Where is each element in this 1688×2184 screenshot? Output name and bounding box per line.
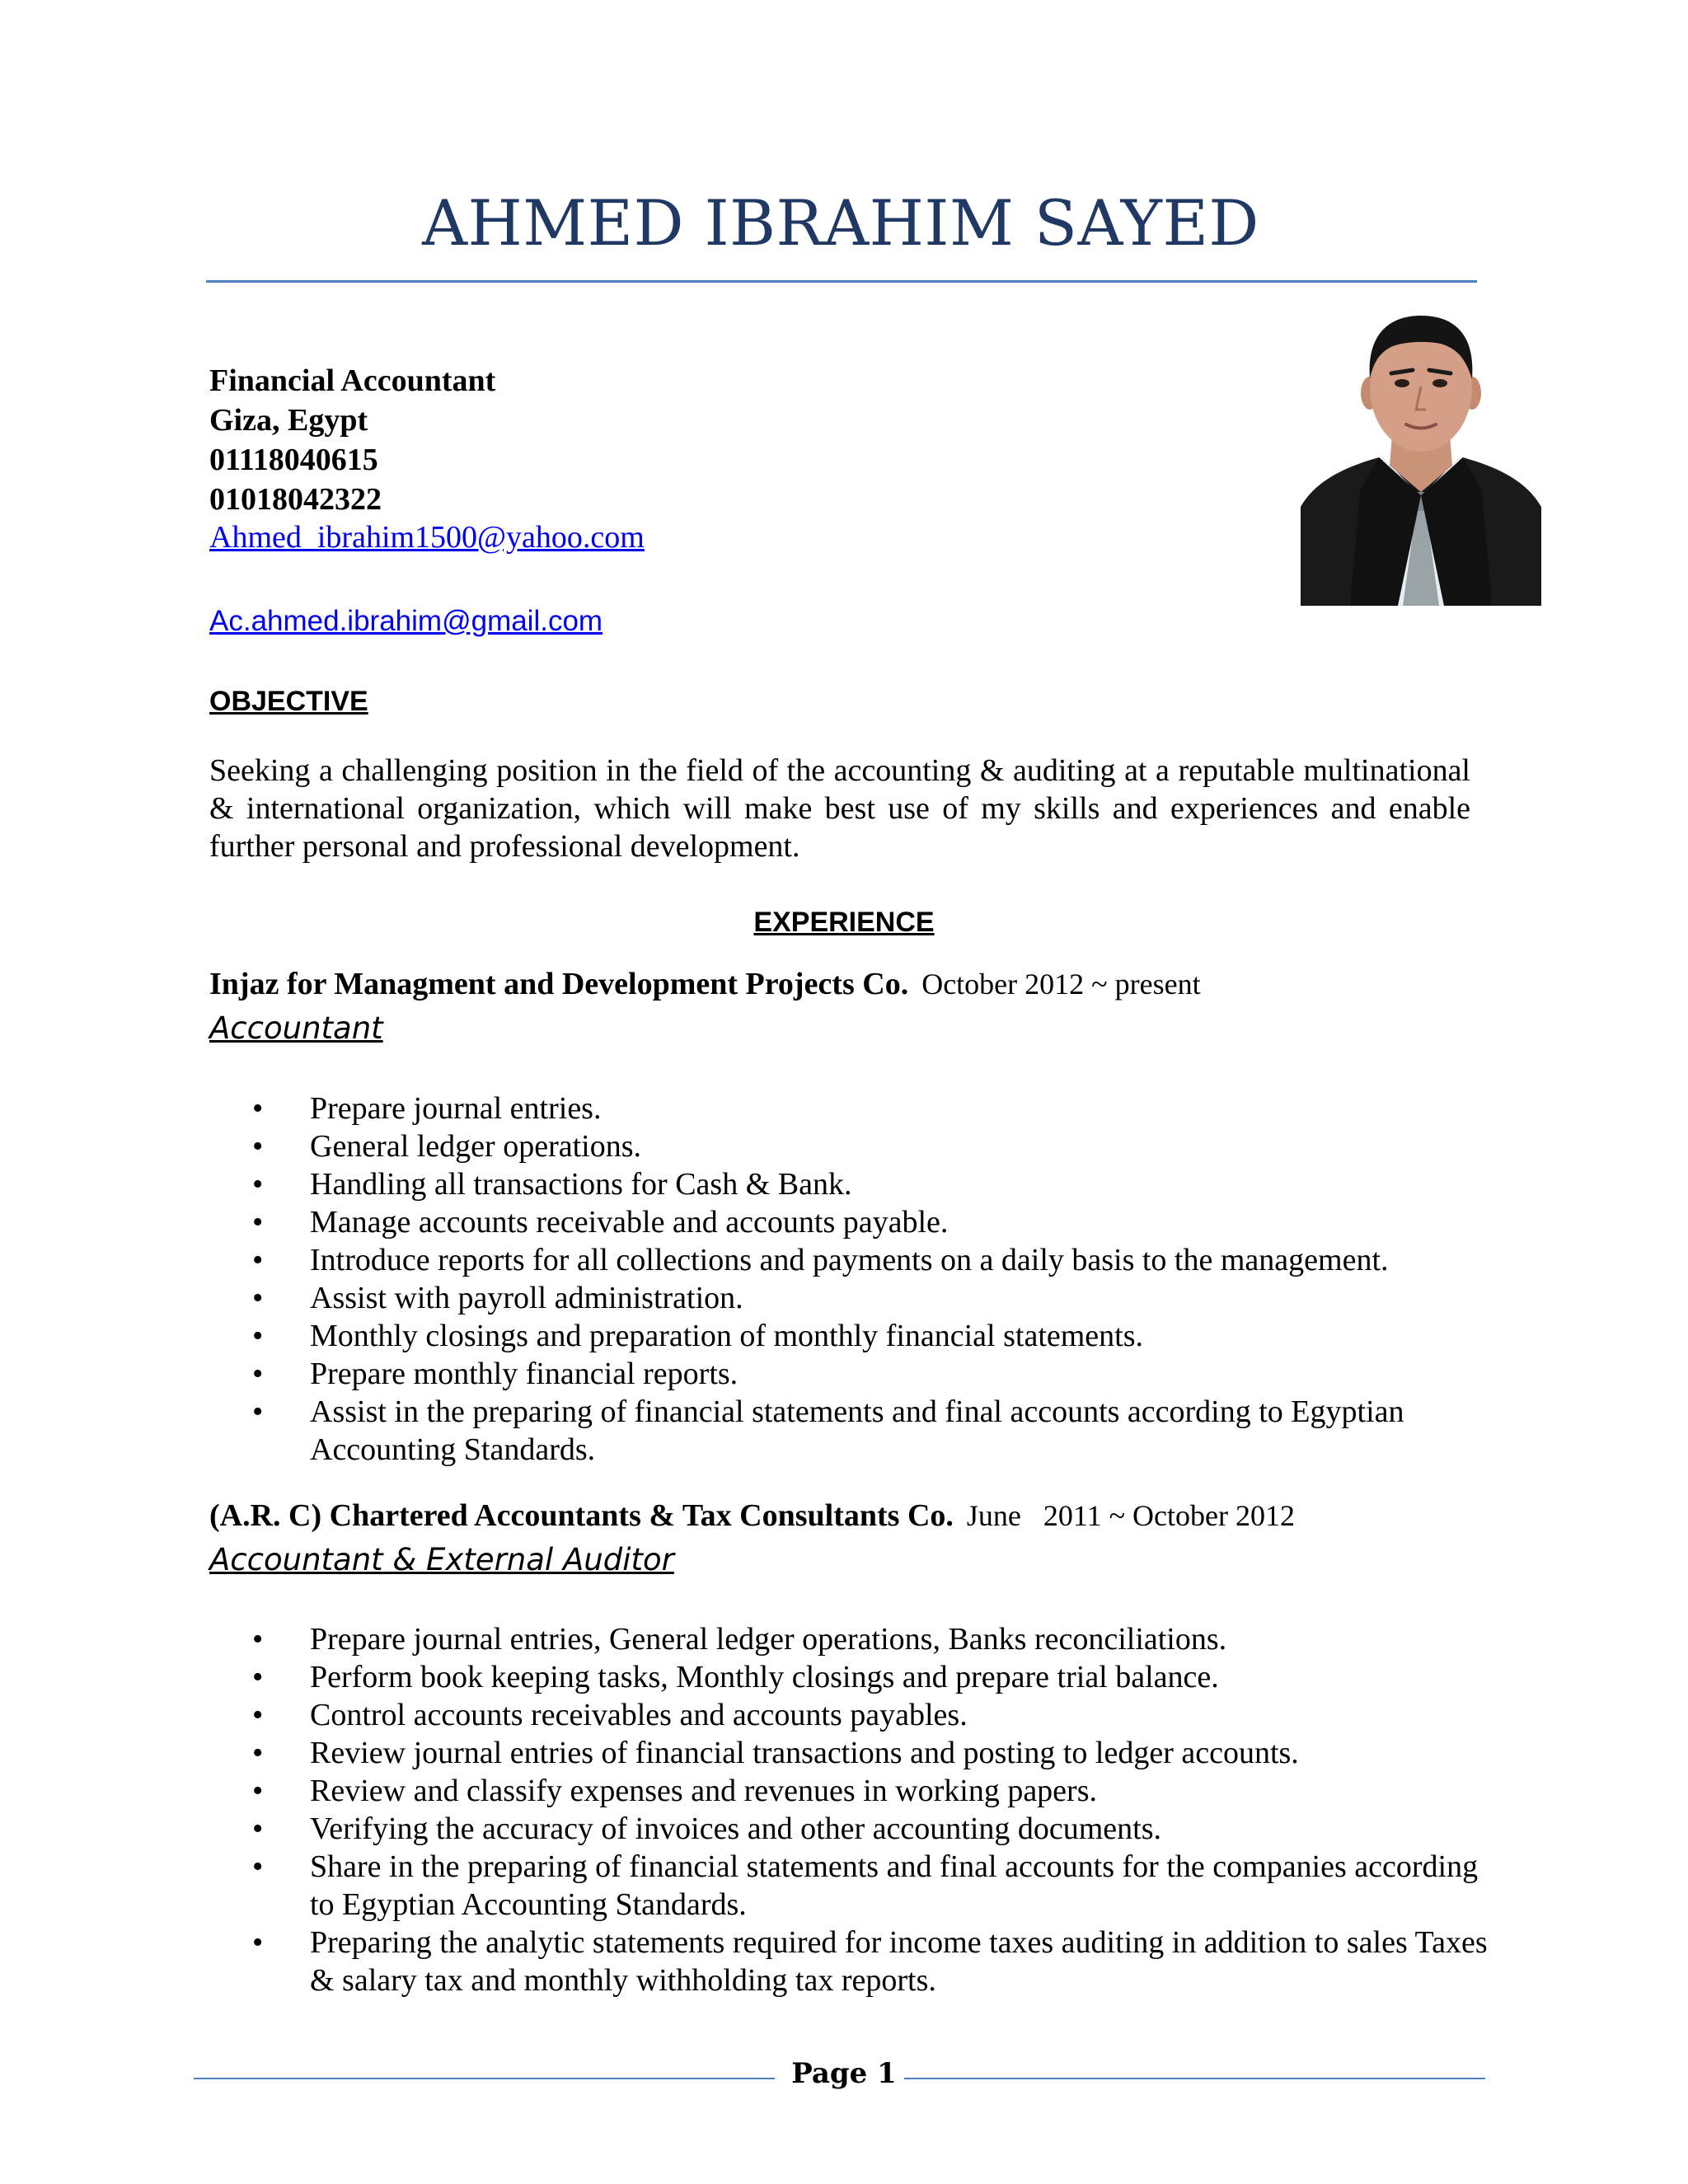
- list-item: [252, 1620, 1489, 1658]
- bullet-glyph: •: [252, 1925, 264, 1960]
- phone-secondary: 01018042322: [209, 482, 382, 517]
- duty-text: Review and classify expenses and revenues in working papers.: [310, 1774, 1097, 1808]
- title-divider: [206, 280, 1477, 283]
- duty-text: Prepare monthly financial reports.: [310, 1357, 738, 1391]
- list-item: [252, 1658, 1489, 1696]
- list-item: [252, 1734, 1489, 1772]
- bullet-glyph: •: [252, 1129, 264, 1164]
- bullet-glyph: •: [252, 1811, 264, 1846]
- list-item: [252, 1696, 1489, 1734]
- job-header: [209, 966, 1201, 1002]
- list-item: [252, 1810, 1489, 1848]
- bullet-glyph: •: [252, 1167, 264, 1202]
- bullet-glyph: •: [252, 1660, 264, 1694]
- duty-text: Assist with payroll administration.: [310, 1281, 743, 1315]
- list-item: [252, 1848, 1489, 1924]
- list-item: [252, 1090, 1489, 1127]
- job-role: Accountant & External Auditor: [209, 1542, 674, 1577]
- duty-text: Prepare journal entries, General ledger operations, Banks reconciliations.: [310, 1622, 1227, 1657]
- list-item: [252, 1241, 1489, 1279]
- list-item: [252, 1279, 1489, 1317]
- bullet-glyph: •: [252, 1394, 264, 1429]
- candidate-name: AHMED IBRAHIM SAYED: [422, 186, 1259, 260]
- phone-primary: 01118040615: [209, 443, 378, 477]
- email-link-yahoo[interactable]: Ahmed_ibrahim1500@yahoo.com: [209, 520, 645, 555]
- job-title: Financial Accountant: [209, 363, 496, 398]
- duty-text: Review journal entries of financial transactions and posting to ledger accounts.: [310, 1736, 1299, 1770]
- bullet-glyph: •: [252, 1091, 264, 1126]
- bullet-glyph: •: [252, 1205, 264, 1240]
- list-item: [252, 1165, 1489, 1203]
- bullet-glyph: •: [252, 1849, 264, 1884]
- duty-text: General ledger operations.: [310, 1129, 641, 1164]
- company-name: Injaz for Managment and Development Projects Co.: [209, 967, 909, 1001]
- list-item: [252, 1393, 1489, 1469]
- duty-text: Share in the preparing of financial statements and final accounts for the companies according to Egyptian Accounting Standards.: [310, 1849, 1479, 1922]
- duty-text: Verifying the accuracy of invoices and other accounting documents.: [310, 1811, 1162, 1846]
- duty-text: Handling all transactions for Cash & Bank.: [310, 1167, 852, 1202]
- job-role: Accountant: [209, 1010, 383, 1046]
- profile-photo: [1301, 301, 1541, 606]
- duties-list: [252, 1620, 1489, 1999]
- bullet-glyph: •: [252, 1357, 264, 1391]
- duty-text: Control accounts receivables and accounts payables.: [310, 1698, 968, 1732]
- list-item: [252, 1317, 1489, 1355]
- bullet-glyph: •: [252, 1774, 264, 1808]
- duty-text: Prepare journal entries.: [310, 1091, 602, 1126]
- bullet-glyph: •: [252, 1622, 264, 1657]
- employment-period: October 2012 ~ present: [921, 968, 1201, 1001]
- employment-period: June 2011 ~ October 2012: [966, 1499, 1295, 1532]
- list-item: [252, 1924, 1489, 1999]
- page-number: Page 1: [791, 2057, 897, 2090]
- bullet-glyph: •: [252, 1281, 264, 1315]
- location: Giza, Egypt: [209, 403, 368, 438]
- duty-text: Monthly closings and preparation of monthly financial statements.: [310, 1319, 1144, 1353]
- duty-text: Introduce reports for all collections and payments on a daily basis to the management.: [310, 1243, 1389, 1277]
- bullet-glyph: •: [252, 1319, 264, 1353]
- experience-heading: EXPERIENCE: [753, 907, 935, 938]
- objective-heading: OBJECTIVE: [209, 686, 368, 717]
- duty-text: Manage accounts receivable and accounts payable.: [310, 1205, 949, 1240]
- bullet-glyph: •: [252, 1698, 264, 1732]
- list-item: [252, 1127, 1489, 1165]
- objective-text: Seeking a challenging position in the field of the accounting & auditing at a reputable multinational & international organization, which will make best use of my skills and experiences and enable further personal and professional development.: [209, 753, 1470, 864]
- job-header: [209, 1497, 1295, 1534]
- duty-text: Assist in the preparing of financial statements and final accounts according to Egyptian Accounting Standards.: [310, 1394, 1404, 1467]
- bullet-glyph: •: [252, 1243, 264, 1277]
- duty-text: Preparing the analytic statements required for income taxes auditing in addition to sales Taxes & salary tax and monthly withholding tax reports.: [310, 1925, 1488, 1998]
- list-item: [252, 1355, 1489, 1393]
- email-link-gmail[interactable]: Ac.ahmed.ibrahim@gmail.com: [209, 605, 603, 637]
- contact-block: [209, 361, 495, 519]
- duties-list: [252, 1090, 1489, 1469]
- bullet-glyph: •: [252, 1736, 264, 1770]
- list-item: [252, 1772, 1489, 1810]
- list-item: [252, 1203, 1489, 1241]
- company-name: (A.R. C) Chartered Accountants & Tax Consultants Co.: [209, 1498, 954, 1533]
- duty-text: Perform book keeping tasks, Monthly closings and prepare trial balance.: [310, 1660, 1219, 1694]
